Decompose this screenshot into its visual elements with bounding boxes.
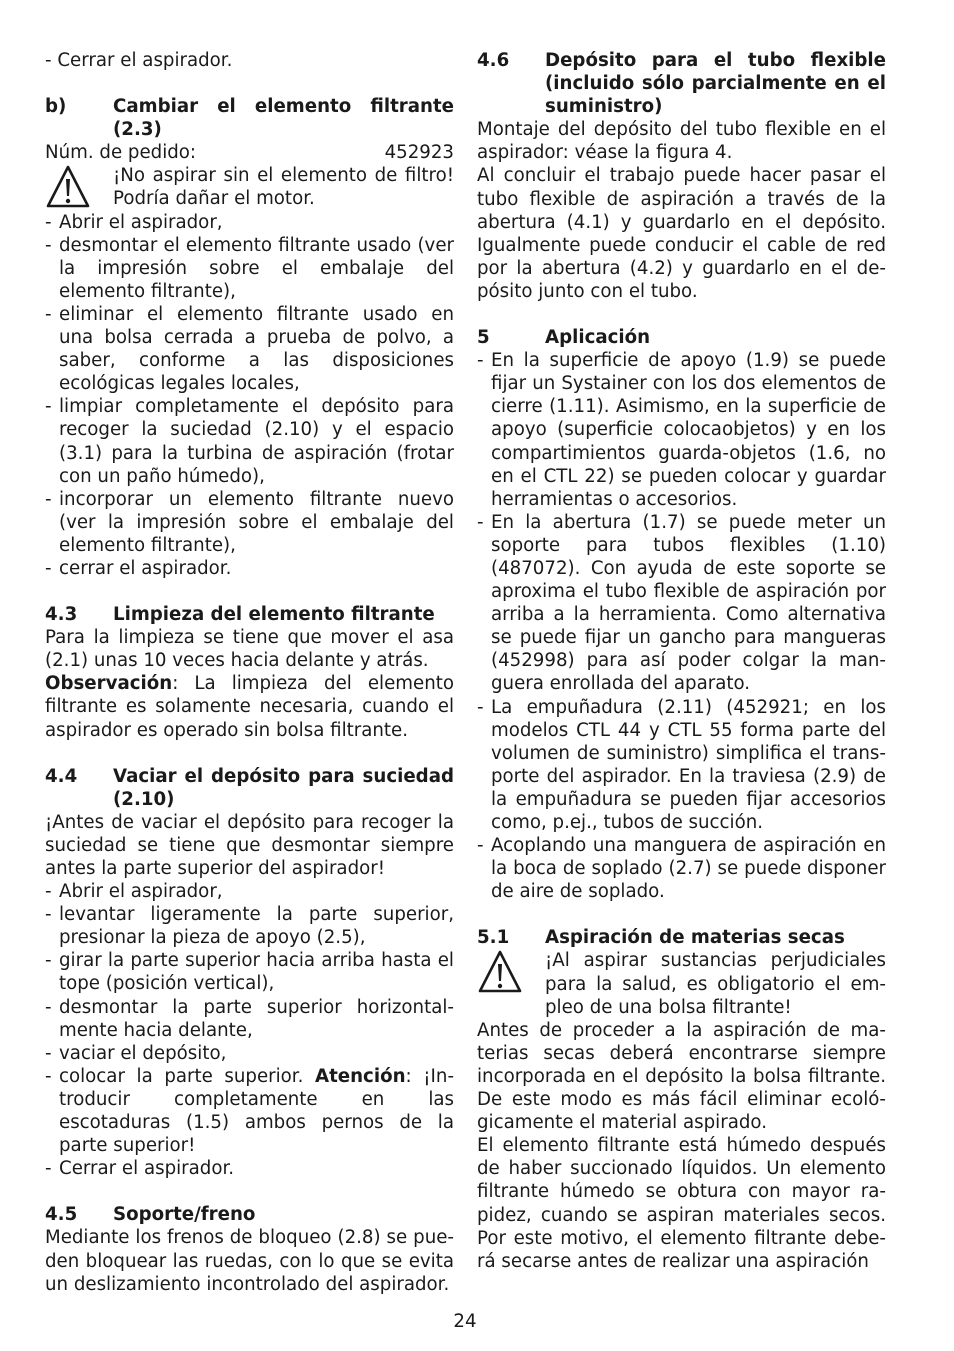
list-item: - girar la parte superior hacia arriba hasta el tope (posición vertical), <box>45 949 454 995</box>
section-b-number: b) <box>45 96 67 118</box>
list-item: - vaciar el depósito, <box>45 1042 454 1065</box>
warning-triangle-icon <box>477 949 545 995</box>
page-number: 24 <box>453 1311 477 1332</box>
section-4-3-title: Limpieza del elemento filtrante <box>113 604 435 626</box>
list-item: - En la superficie de apoyo (1.9) se puede fijar un Systainer con los dos elementos de cierre (1.11). Asimismo, en la superficie de apoyo (superficie colocaobjetos) y en los compartimientos guarda-objetos (1.6, no en el CTL 22) se pueden colocar y guardar herramientas o accesorios. <box>477 349 886 511</box>
section-4-5-heading <box>45 1203 454 1226</box>
filter-change-steps <box>45 211 454 581</box>
attention-label: Atención <box>315 1065 406 1087</box>
section-5-1-paragraph-2: El elemento filtrante está húmedo después de haber succionado líquidos. Un elemento filtrante húmedo se obtura con mayor rapidez, cuando se aspiran materiales secos. Por este motivo, el elemento filtrante deberá secarse antes de realizar una aspiración <box>477 1135 886 1272</box>
section-4-6-number: 4.6 <box>477 50 510 71</box>
emptying-steps <box>45 880 454 1180</box>
section-4-5-title: Soporte/freno <box>113 1204 256 1226</box>
list-item: - limpiar completamente el depósito para recoger la suciedad (2.10) y el espacio (3.1) para la turbina de aspiración (frotar con un paño húmedo), <box>45 395 454 487</box>
section-4-6-title: Depósito para el tubo flexible (incluido sólo parcialmente en el suministro) <box>545 50 886 118</box>
list-item-text: : ¡Introducir completamente en las escotaduras (1.5) ambos pernos de la parte superior! <box>59 1065 455 1157</box>
list-item: - levantar ligeramente la parte superior, presionar la pieza de apoyo (2.5), <box>45 903 454 949</box>
right-column <box>477 49 886 1273</box>
list-item: - La empuñadura (2.11) (452921; en los modelos CTL 44 y CTL 55 forma parte del volumen de suministro) simplifica el transporte del aspirador. En la traviesa (2.9) de la empuñadura se pueden fijar accesorios como, p.ej., tubos de succión. <box>477 696 886 835</box>
section-4-3-heading <box>45 603 454 626</box>
section-5-1-paragraph-1: Antes de proceder a la aspiración de materias secas deberá encontrarse siempre incorporada en el depósito la bolsa filtrante. De este modo es más fácil eliminar ecológicamente el material aspirado. <box>477 1019 886 1134</box>
section-5-number: 5 <box>477 327 490 349</box>
order-number-row <box>45 141 454 164</box>
section-4-4-title: Vaciar el depósito para suciedad (2.10) <box>113 765 454 810</box>
order-number-value: 452923 <box>384 142 454 164</box>
section-5-1-title: Aspiración de materias secas <box>545 927 845 949</box>
section-b-heading <box>45 95 454 141</box>
section-4-4-heading <box>45 765 454 811</box>
section-4-3-paragraph: Para la limpieza se tiene que mover el asa (2.1) unas 10 veces hacia delante y atrás. <box>45 627 454 672</box>
observation-label: Observación <box>45 673 173 695</box>
order-number-label: Núm. de pedido: <box>45 142 197 164</box>
warning-filter-text: ¡No aspirar sin el elemento de filtro! Podría dañar el motor. <box>113 165 454 210</box>
list-item: - Acoplando una manguera de aspiración en la boca de soplado (2.7) se puede disponer de aire de soplado. <box>477 834 886 903</box>
list-item <box>45 1065 454 1157</box>
section-4-3-number: 4.3 <box>45 604 78 626</box>
section-4-5-paragraph: Mediante los frenos de bloqueo (2.8) se pueden bloquear las ruedas, con lo que se evita un deslizamiento incontrolado del aspirador. <box>45 1227 454 1295</box>
observation-text: : La limpieza del elemento filtrante es solamente necesaria, cuando el aspirador es operado sin bolsa filtrante. <box>45 673 454 741</box>
warning-harmful-substances <box>477 949 886 1018</box>
list-item: - desmontar la parte superior horizontalmente hacia delante, <box>45 996 454 1042</box>
list-item: - En la abertura (1.7) se puede meter un soporte para tubos flexibles (1.10) (487072). Con ayuda de este soporte se aproxima el tubo flexible de aspiración por arriba a la herramienta. Como alternativa se puede fijar un gancho para mangueras (452998) para así poder colgar la manguera enrollada del aparato. <box>477 511 886 696</box>
section-4-6-paragraph-1: Montaje del depósito del tubo flexible en el aspirador: véase la figura 4. <box>477 119 886 164</box>
list-item: - desmontar el elemento filtrante usado (ver la impresión sobre el embalaje del elemento filtrante), <box>45 234 454 303</box>
section-4-6-paragraph-2: Al concluir el trabajo puede hacer pasar el tubo flexible de aspiración a través de la abertura (4.1) y guardarlo en el depósito. Igualmente puede conducir el cable de red por la abertura (4.2) y guardarlo en el depósito junto con el tubo. <box>477 165 886 302</box>
warning-filter-missing <box>45 164 454 210</box>
list-item: - cerrar el aspirador. <box>45 557 454 580</box>
section-b-title: Cambiar el elemento filtrante (2.3) <box>113 96 454 141</box>
list-item: - Abrir el aspirador, <box>45 211 454 234</box>
section-4-4-number: 4.4 <box>45 765 78 787</box>
application-list <box>477 349 886 903</box>
left-column <box>45 49 454 1296</box>
section-5-1-heading <box>477 926 886 949</box>
section-5-heading <box>477 326 886 349</box>
list-item: - Abrir el aspirador, <box>45 880 454 903</box>
section-4-6-heading <box>477 49 886 118</box>
warning-harmful-text: ¡Al aspirar sustancias perjudiciales para la salud, es obligatorio el empleo de una bolsa filtrante! <box>545 950 886 1018</box>
left-intro-line: - Cerrar el aspirador. <box>45 50 233 71</box>
list-item: - eliminar el elemento filtrante usado en una bolsa cerrada a prueba de polvo, a saber, conforme a las disposiciones ecológicas legales locales, <box>45 303 454 395</box>
section-4-5-number: 4.5 <box>45 1204 78 1226</box>
section-5-title: Aplicación <box>545 327 651 349</box>
list-item: - incorporar un elemento filtrante nuevo (ver la impresión sobre el embalaje del elemento filtrante), <box>45 488 454 557</box>
section-5-1-number: 5.1 <box>477 927 510 949</box>
list-item-text: colocar la parte superior. <box>59 1065 315 1087</box>
list-item: - Cerrar el aspirador. <box>45 1157 454 1180</box>
section-4-3-observation <box>45 672 454 741</box>
section-4-4-paragraph: ¡Antes de vaciar el depósito para recoger la suciedad se tiene que desmontar siempre antes la parte superior del aspirador! <box>45 811 454 879</box>
warning-triangle-icon <box>45 164 113 210</box>
